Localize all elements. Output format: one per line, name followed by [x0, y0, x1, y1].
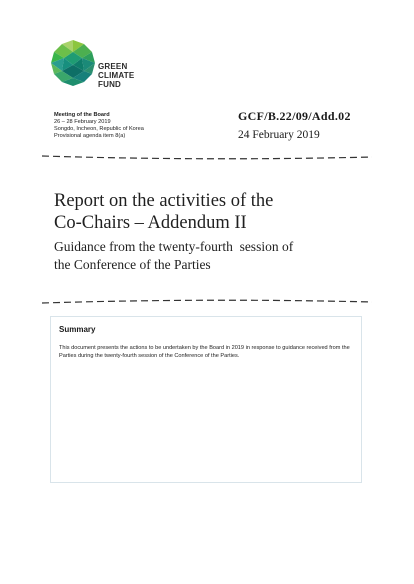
subtitle-line-1: Guidance from the twenty-fourth session of	[54, 239, 294, 254]
meeting-location: Songdo, Incheon, Republic of Korea	[54, 126, 144, 132]
subtitle-line-2: the Conference of the Parties	[54, 257, 211, 272]
gcf-globe-logo-icon	[48, 38, 98, 88]
divider-top	[40, 153, 374, 163]
meeting-agenda: Provisional agenda item 8(a)	[54, 133, 126, 139]
logo-line-2: CLIMATE	[98, 71, 135, 80]
meeting-info	[54, 112, 144, 140]
document-date: 24 February 2019	[238, 129, 320, 141]
meeting-dates: 26 – 28 February 2019	[54, 119, 111, 125]
logo-wordmark	[98, 62, 134, 89]
document-reference: GCF/B.22/09/Add.02	[238, 109, 351, 123]
summary-heading: Summary	[59, 325, 96, 334]
page-subtitle	[54, 238, 374, 274]
summary-box	[50, 316, 362, 483]
meeting-title: Meeting of the Board	[54, 112, 110, 118]
logo-line-1: GREEN	[98, 62, 128, 71]
divider-bottom	[40, 297, 374, 307]
page-title	[54, 190, 374, 234]
title-line-2: Co-Chairs – Addendum II	[54, 213, 247, 233]
summary-text: This document presents the actions to be undertaken by the Board in 2019 in response to guidance received from the Parties during the twenty-fourth session of the Conference of the Parties.	[59, 345, 350, 359]
title-line-1: Report on the activities of the	[54, 191, 274, 211]
logo-line-3: FUND	[98, 80, 122, 89]
